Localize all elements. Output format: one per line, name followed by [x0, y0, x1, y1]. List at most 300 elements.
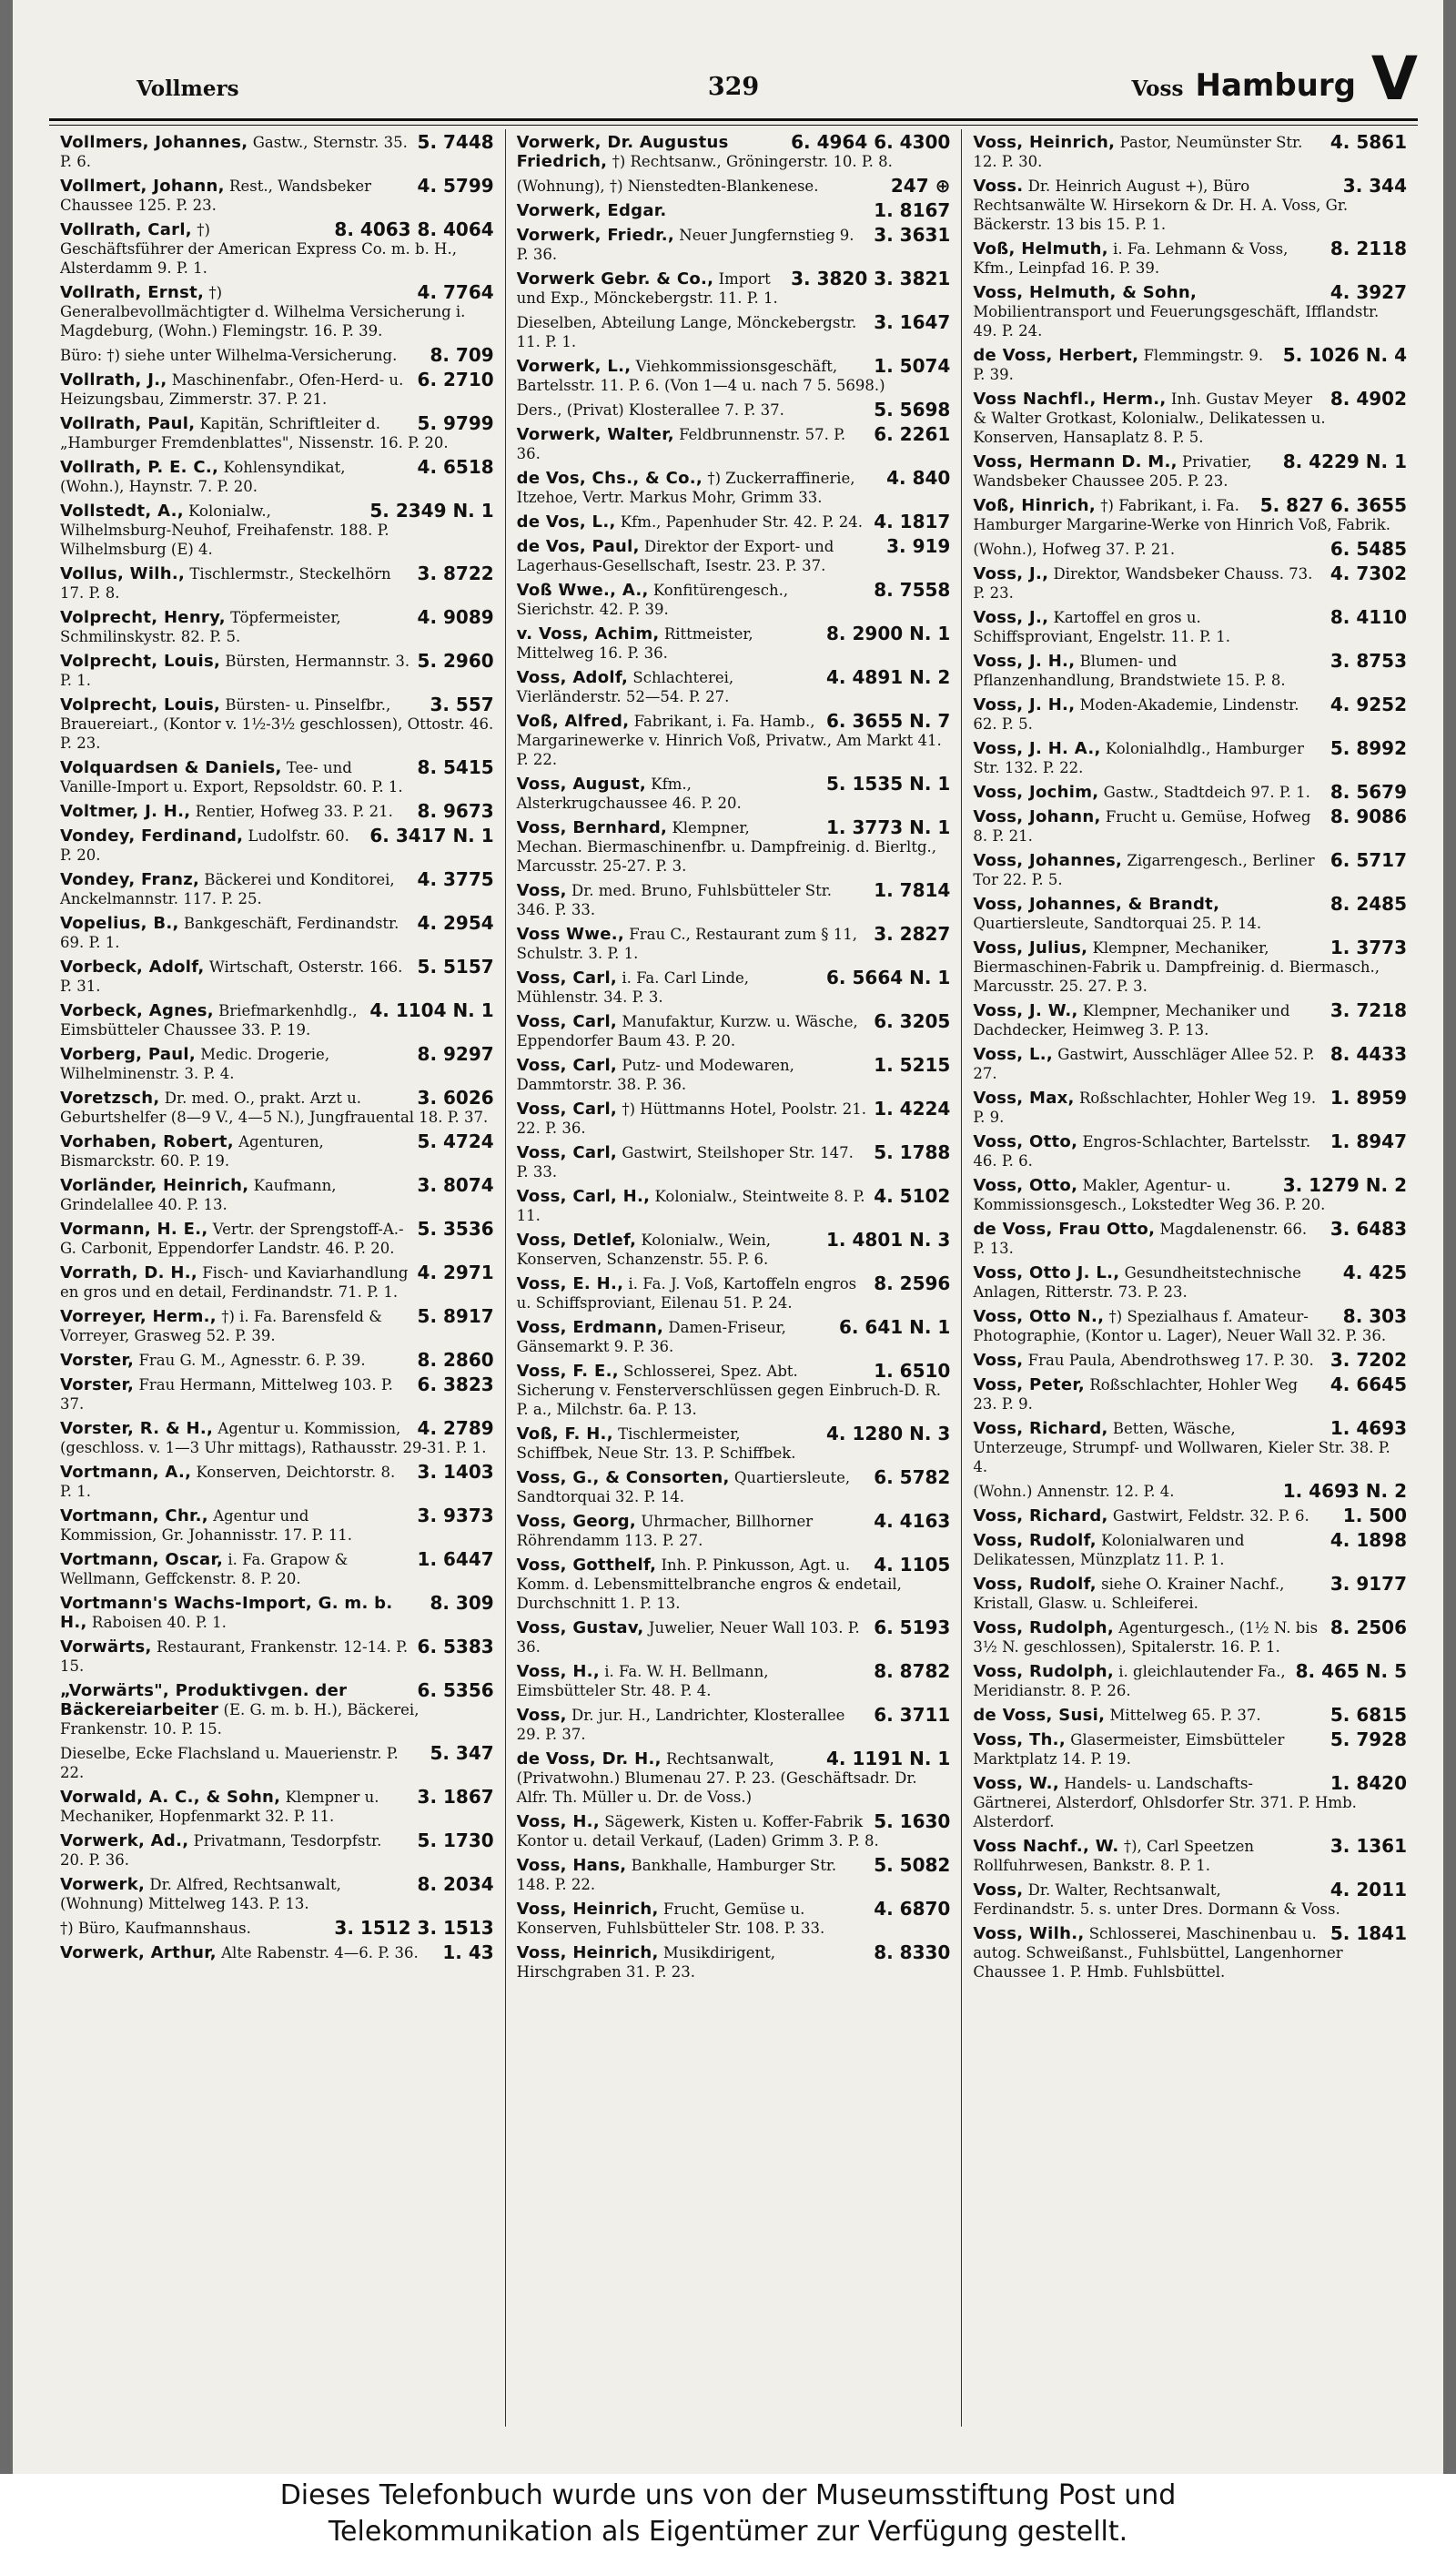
entry-details: Kohlensyndikat, (Wohn.), Haynstr. 7. P. 20. — [60, 459, 346, 495]
phone-number: 1. 3773 — [1330, 937, 1408, 958]
directory-entry — [517, 1362, 951, 1419]
entry-name: Voss, Carl, — [516, 1012, 618, 1031]
phone-number: 6. 5782 — [874, 1466, 951, 1488]
phone-number: 4. 3927 — [1330, 281, 1408, 303]
directory-entry — [517, 712, 951, 769]
directory-entry — [973, 1774, 1407, 1831]
entry-name: Vorwerk, L., — [516, 357, 632, 376]
entry-details: Damen-Friseur, Gänsemarkt 9. P. 36. — [516, 1319, 786, 1355]
phone-number: 8. 9086 — [1330, 806, 1408, 827]
directory-entry — [973, 851, 1407, 889]
directory-entry — [60, 1463, 494, 1501]
entry-name: Vollrath, J., — [60, 370, 167, 390]
entry-name: de Voss, Frau Otto, — [973, 1220, 1156, 1239]
directory-entry — [973, 807, 1407, 846]
directory-entry — [973, 390, 1407, 447]
phone-number: 5. 1841 — [1330, 1922, 1408, 1944]
entry-details: i. Fa. Carl Linde, Mühlenstr. 34. P. 3. — [516, 969, 750, 1006]
phone-number: 247 ⊕ — [890, 175, 951, 197]
entry-details: †) i. Fa. Barensfeld & Vorreyer, Grasweg 52. P. 39. — [60, 1308, 382, 1344]
entry-details: Blumen- und Pflanzenhandlung, Brandstwiete 15. P. 8. — [973, 653, 1286, 689]
entry-name: Voss, F. E., — [516, 1362, 619, 1381]
phone-number: 8. 2034 — [417, 1873, 494, 1895]
phone-number: 4. 4163 — [874, 1510, 951, 1532]
directory-entry — [60, 1351, 494, 1370]
directory-entry — [60, 1594, 494, 1632]
entry-details: Bürsten- u. Pinselfbr., Brauereiart., (Kontor v. 1½-3½ geschlossen), Ottostr. 46. P. 23. — [60, 696, 494, 752]
entry-name: Vondey, Ferdinand, — [60, 826, 244, 846]
entry-name: Voss, Bernhard, — [516, 818, 668, 837]
directory-entry — [973, 1132, 1407, 1171]
directory-entry — [973, 1531, 1407, 1569]
entry-details: Kapitän, Schriftleiter d. „Hamburger Fremdenblattes", Nissenstr. 16. P. 20. — [60, 415, 449, 451]
directory-entry — [60, 1831, 494, 1870]
entry-name: Voss, Johann, — [973, 807, 1101, 826]
directory-entry — [973, 1706, 1407, 1725]
entry-name: Vollrath, Carl, — [60, 220, 192, 239]
phone-number: 8. 4063 8. 4064 — [334, 218, 494, 240]
directory-entry — [973, 346, 1407, 384]
phone-number: 8. 9673 — [417, 800, 494, 822]
entry-name: Vortmann, Chr., — [60, 1506, 208, 1525]
entry-details: i. gleichlautender Fa., Meridianstr. 8. P. 26. — [973, 1663, 1286, 1699]
directory-entry — [60, 370, 494, 409]
directory-entry — [517, 1943, 951, 1981]
phone-number: 8. 2118 — [1330, 238, 1408, 259]
entry-details: Pastor, Neumünster Str. 12. P. 30. — [973, 134, 1303, 170]
entry-name: Voss, Otto J. L., — [973, 1263, 1120, 1282]
entry-details: Direktor, Wandsbeker Chauss. 73. P. 23. — [973, 565, 1313, 602]
header-rule-thin — [49, 125, 1418, 126]
directory-entry — [60, 1419, 494, 1457]
phone-number: 4. 840 — [886, 467, 951, 489]
phone-number: 3. 1647 — [874, 311, 951, 333]
directory-entry — [973, 783, 1407, 802]
directory-entry — [60, 1744, 494, 1782]
directory-entry — [517, 177, 951, 196]
entry-details: i. Fa. W. H. Bellmann, Eimsbütteler Str. 48. P. 4. — [516, 1663, 769, 1699]
directory-entry — [60, 608, 494, 646]
entry-details: Kolonialhdlg., Hamburger Str. 132. P. 22. — [973, 740, 1304, 776]
entry-name: Voß, Helmuth, — [973, 239, 1108, 258]
phone-number: 4. 425 — [1342, 1262, 1408, 1283]
phone-number: 3. 557 — [430, 694, 494, 715]
entry-details: Kolonialw., Wilhelmsburg-Neuhof, Freihafenstr. 188. P. Wilhelmsburg (E) 4. — [60, 502, 389, 558]
entry-name: Vorster, R. & H., — [60, 1419, 214, 1438]
phone-number: 6. 4964 6. 4300 — [791, 131, 951, 153]
phone-number: 3. 3820 3. 3821 — [791, 268, 951, 289]
entry-name: Voss. — [973, 177, 1024, 196]
phone-number: 8. 709 — [430, 344, 494, 366]
directory-entry — [517, 1512, 951, 1550]
entry-details: Klempner u. Mechaniker, Hopfenmarkt 32. P. 11. — [60, 1789, 379, 1825]
directory-entry — [60, 414, 494, 452]
entry-details: Gesundheitstechnische Anlagen, Ritterstr. 73. P. 23. — [973, 1264, 1301, 1301]
phone-number: 4. 2971 — [417, 1262, 494, 1283]
phone-number: 4. 1817 — [874, 511, 951, 532]
phone-number: 5. 5698 — [874, 399, 951, 421]
directory-entry — [517, 357, 951, 395]
directory-entry — [973, 895, 1407, 933]
entry-details: Makler, Agentur- u. Kommissionsgesch., Lokstedter Weg 36. P. 20. — [973, 1177, 1326, 1213]
directory-entry — [60, 695, 494, 753]
header-first-entry: Vollmers — [136, 76, 239, 101]
phone-number: 1. 5215 — [874, 1054, 951, 1076]
phone-number: 1. 8420 — [1330, 1772, 1408, 1794]
entry-name: Voss, Adolf, — [516, 668, 629, 687]
directory-entry — [60, 958, 494, 996]
header-rule-thick — [49, 118, 1418, 121]
entry-details: Kolonialw., Wein, Konserven, Schanzenstr. 55. P. 6. — [516, 1231, 771, 1268]
entry-name: Vollmert, Johann, — [60, 177, 225, 196]
phone-number: 3. 919 — [886, 535, 951, 557]
phone-number: 6. 3205 — [874, 1010, 951, 1032]
directory-entry — [60, 564, 494, 603]
entry-details: Glasermeister, Eimsbütteler Marktplatz 14. P. 19. — [973, 1731, 1285, 1768]
directory-entry — [973, 739, 1407, 777]
entry-name: Voss, Hans, — [516, 1856, 627, 1875]
phone-number: 3. 7202 — [1330, 1349, 1408, 1371]
phone-number: 4. 9089 — [417, 606, 494, 628]
entry-name: Vorster, — [60, 1351, 135, 1370]
entry-details: Agentur und Kommission, Gr. Johannisstr. 17. P. 11. — [60, 1507, 353, 1544]
entry-name: Voss, Otto N., — [973, 1307, 1105, 1326]
entry-name: Vondey, Franz, — [60, 870, 200, 889]
directory-entry — [973, 608, 1407, 646]
entry-details: Tee- und Vanille-Import u. Export, Repsoldstr. 60. P. 1. — [60, 759, 403, 796]
phone-number: 5. 1535 N. 1 — [826, 773, 951, 795]
entry-details: Frucht, Gemüse u. Konserven, Fuhlsbütteler Str. 108. P. 33. — [516, 1900, 825, 1937]
phone-number: 4. 7764 — [417, 281, 494, 303]
phone-number: 6. 2261 — [874, 423, 951, 445]
entry-name: Voss, J., — [973, 564, 1049, 583]
phone-number: 1. 5074 — [874, 355, 951, 377]
header-last-entry — [1131, 67, 1356, 104]
entry-details: †) Geschäftsführer der American Express Co. m. b. H., Alsterdamm 9. P. 1. — [60, 221, 457, 277]
entry-details: Gastwirt, Feldstr. 32. P. 6. — [1112, 1507, 1309, 1525]
phone-number: 4. 2789 — [417, 1417, 494, 1439]
directory-entry — [60, 1176, 494, 1214]
directory-entry — [517, 313, 951, 351]
directory-entry — [973, 1924, 1407, 1981]
entry-name: Voss, Georg, — [516, 1512, 637, 1531]
directory-entry — [973, 1263, 1407, 1302]
entry-details: Briefmarkenhdlg., Eimsbütteler Chaussee 33. P. 19. — [60, 1002, 358, 1039]
directory-entry — [60, 1045, 494, 1083]
directory-entry — [973, 540, 1407, 559]
phone-number: 8. 5679 — [1330, 781, 1408, 803]
entry-name: Voss, Otto, — [973, 1132, 1078, 1151]
directory-columns — [49, 129, 1418, 2427]
entry-details: Restaurant, Frankenstr. 12-14. P. 15. — [60, 1638, 409, 1675]
entry-details: Mittelweg 65. P. 37. — [1109, 1707, 1261, 1724]
entry-details: Bäckerei und Konditorei, Anckelmannstr. 117. P. 25. — [60, 871, 395, 907]
phone-number: 8. 7558 — [874, 579, 951, 601]
entry-details: Manufaktur, Kurzw. u. Wäsche, Eppendorfer Baum 43. P. 20. — [516, 1013, 858, 1049]
phone-number: 5. 5082 — [874, 1854, 951, 1876]
directory-entry — [517, 818, 951, 876]
entry-name: Voß, Hinrich, — [973, 496, 1097, 515]
entry-name: de Voss, Susi, — [973, 1706, 1106, 1725]
directory-entry — [973, 496, 1407, 534]
phone-number: 8. 4902 — [1330, 388, 1408, 410]
entry-name: Vorster, — [60, 1375, 135, 1394]
directory-entry — [60, 1550, 494, 1588]
directory-entry — [60, 1375, 494, 1414]
entry-details: Medic. Drogerie, Wilhelminenstr. 3. P. 4. — [60, 1046, 330, 1082]
entry-details: Maschinenfabr., Ofen-Herd- u. Heizungsbau, Zimmerstr. 37. P. 21. — [60, 371, 404, 408]
entry-name: Voss, E. H., — [516, 1274, 624, 1293]
phone-number: 6. 5664 N. 1 — [826, 967, 951, 988]
directory-entry — [517, 269, 951, 308]
phone-number: 4. 7302 — [1330, 562, 1408, 584]
entry-details: Frau Hermann, Mittelweg 103. P. 37. — [60, 1376, 393, 1413]
entry-details: Uhrmacher, Billhorner Röhrendamm 113. P. 27. — [516, 1513, 814, 1549]
phone-number: 5. 8992 — [1330, 737, 1408, 759]
directory-entry — [60, 652, 494, 690]
directory-entry — [973, 1482, 1407, 1501]
entry-name: Voss, Erdmann, — [516, 1318, 664, 1337]
phone-number: 3. 2827 — [874, 923, 951, 945]
phone-number: 4. 3775 — [417, 868, 494, 890]
entry-details: Roßschlachter, Hohler Weg 19. P. 9. — [973, 1090, 1317, 1126]
entry-name: Vorwerk, Arthur, — [60, 1943, 217, 1962]
entry-details: Bankgeschäft, Ferdinandstr. 69. P. 1. — [60, 915, 399, 951]
entry-name: Voss, — [516, 881, 567, 900]
entry-details: Konserven, Deichtorstr. 8. P. 1. — [60, 1464, 396, 1500]
entry-name: Vorhaben, Robert, — [60, 1132, 234, 1151]
phone-number: 8. 5415 — [417, 756, 494, 778]
entry-name: Voss, Gustav, — [516, 1618, 644, 1637]
phone-number: 8. 4229 N. 1 — [1282, 451, 1408, 472]
entry-details: Raboisen 40. P. 1. — [91, 1614, 227, 1631]
directory-entry — [973, 452, 1407, 491]
entry-name: Voss, Carl, H., — [516, 1187, 651, 1206]
entry-details: Kaufmann, Grindelallee 40. P. 13. — [60, 1177, 337, 1213]
entry-details: Direktor der Export- und Lagerhaus-Gesellschaft, Isestr. 23. P. 37. — [516, 538, 834, 574]
entry-name: Voss, Heinrich, — [516, 1900, 659, 1919]
footer-line-2: Telekommunikation als Eigentümer zur Verfügung gestellt. — [328, 2516, 1128, 2548]
entry-details: Kolonialwaren und Delikatessen, Münzplatz 11. P. 1. — [973, 1532, 1245, 1568]
phone-number: 6. 5717 — [1330, 849, 1408, 871]
entry-details: Dr. Alfred, Rechtsanwalt, (Wohnung) Mittelweg 143. P. 13. — [60, 1876, 341, 1912]
entry-name: Vorberg, Paul, — [60, 1045, 197, 1064]
entry-details: (Wohn.), Hofweg 37. P. 21. — [973, 541, 1176, 558]
directory-entry — [60, 1263, 494, 1302]
phone-number: 6. 5193 — [874, 1617, 951, 1638]
directory-entry — [60, 1220, 494, 1258]
entry-name: Voss, Julius, — [973, 938, 1088, 958]
directory-entry — [60, 802, 494, 821]
phone-number: 1. 8947 — [1330, 1130, 1408, 1152]
phone-number: 5. 5157 — [417, 956, 494, 978]
phone-number: 8. 8782 — [874, 1660, 951, 1682]
entry-details: (Wohnung), †) Nienstedten-Blankenese. — [516, 177, 819, 195]
phone-number: 3. 7218 — [1330, 999, 1408, 1021]
phone-number: 1. 500 — [1342, 1505, 1408, 1526]
entry-details: Privatier, Wandsbeker Chaussee 205. P. 23. — [973, 453, 1252, 490]
directory-entry — [973, 1837, 1407, 1875]
directory-entry — [517, 668, 951, 706]
entry-name: Vorbeck, Agnes, — [60, 1001, 214, 1020]
phone-number: 3. 8722 — [417, 562, 494, 584]
entry-details: Agenturen, Bismarckstr. 60. P. 19. — [60, 1133, 324, 1170]
entry-details: Frau Paula, Abendrothsweg 17. P. 30. — [1027, 1352, 1314, 1369]
phone-number: 6. 641 N. 1 — [838, 1316, 951, 1338]
entry-details: Frau C., Restaurant zum § 11, Schulstr. 3. P. 1. — [516, 926, 858, 962]
entry-details: Viehkommissionsgeschäft, Bartelsstr. 11. P. 6. (Von 1—4 u. nach 7 5. 5698.) — [516, 358, 885, 394]
entry-name: Vollrath, Ernst, — [60, 283, 205, 302]
entry-details: Rechtsanwalt, (Privatwohn.) Blumenau 27. P. 23. (Geschäftsadr. Dr. Alfr. Th. Müller u. Dr. de Voss.) — [516, 1750, 917, 1806]
entry-details: Betten, Wäsche, Unterzeuge, Strumpf- und Wollwaren, Kieler Str. 38. P. 4. — [973, 1420, 1390, 1475]
entry-details: Töpfermeister, Schmilinskystr. 82. P. 5. — [60, 609, 341, 645]
entry-name: Voss Nachfl., Herm., — [973, 390, 1167, 409]
entry-details: Dr. jur. H., Landrichter, Klosterallee 29. P. 37. — [516, 1707, 845, 1743]
directory-entry — [60, 220, 494, 278]
directory-entry — [517, 537, 951, 575]
phone-number: 1. 8959 — [1330, 1087, 1408, 1109]
phone-number: 6. 3655 N. 7 — [826, 710, 951, 732]
entry-details: Quartiersleute, Sandtorquai 32. P. 14. — [516, 1469, 851, 1505]
directory-entry — [60, 826, 494, 865]
entry-name: Voss, Gotthelf, — [516, 1556, 657, 1575]
directory-entry — [517, 1749, 951, 1807]
entry-name: Voss, J. H., — [973, 652, 1076, 671]
phone-number: 3. 9373 — [417, 1505, 494, 1526]
entry-name: Voss, Rudolph, — [973, 1662, 1115, 1681]
entry-details: Schlosserei, Maschinenbau u. autog. Schweißanst., Fuhlsbüttel, Langenhorner Chaussee 1. P. Hmb. Fuhlsbüttel. — [973, 1925, 1343, 1981]
directory-entry — [517, 1318, 951, 1356]
directory-entry — [517, 1187, 951, 1225]
directory-entry — [973, 1089, 1407, 1127]
entry-name: Voltmer, J. H., — [60, 802, 191, 821]
entry-details: Rittmeister, Mittelweg 16. P. 36. — [516, 625, 753, 662]
entry-details: Alte Rabenstr. 4—6. P. 36. — [221, 1944, 419, 1961]
entry-name: Voss, Hermann D. M., — [973, 452, 1178, 471]
entry-name: Voss, Johannes, — [973, 851, 1123, 870]
entry-details: Inh. Gustav Meyer & Walter Grotkast, Kolonialw., Delikatessen u. Konserven, Hansaplatz 8. P. 5. — [973, 390, 1326, 446]
entry-details: Kfm., Alsterkrugchaussee 46. P. 20. — [516, 775, 742, 812]
phone-number: 1. 7814 — [874, 879, 951, 901]
entry-details: Fabrikant, i. Fa. Hamb., Margarinewerke v. Hinrich Voß, Privatw., Am Markt 41. P. 22. — [516, 713, 942, 768]
phone-number: 6. 3823 — [417, 1373, 494, 1395]
directory-entry — [60, 914, 494, 952]
phone-number: 5. 1788 — [874, 1141, 951, 1163]
entry-details: Dr. med. Bruno, Fuhlsbütteler Str. 346. P. 33. — [516, 882, 833, 918]
column-right — [961, 129, 1418, 2427]
directory-entry — [517, 624, 951, 663]
phone-number: 6. 5485 — [1330, 538, 1408, 560]
phone-number: 8. 2506 — [1330, 1617, 1408, 1638]
phone-number: 4. 9252 — [1330, 694, 1408, 715]
directory-entry — [60, 1637, 494, 1676]
entry-name: Vortmann, Oscar, — [60, 1550, 224, 1569]
phone-number: 8. 309 — [430, 1592, 494, 1614]
entry-name: Voss, J., — [973, 608, 1049, 627]
entry-name: Voß Wwe., A., — [516, 581, 649, 600]
entry-details: Agentur u. Kommission, (geschloss. v. 1—3 Uhr mittags), Rathausstr. 29-31. P. 1. — [60, 1420, 487, 1456]
directory-entry — [60, 870, 494, 908]
entry-details: Neuer Jungfernstieg 9. P. 36. — [516, 227, 854, 263]
entry-name: Vorwerk, Friedr., — [516, 226, 675, 245]
entry-name: Voss, — [973, 1351, 1024, 1370]
entry-name: Vorwerk, Walter, — [516, 425, 674, 444]
entry-name: Voss, J. H., — [973, 695, 1076, 715]
header-last-name: Voss — [1131, 76, 1184, 101]
entry-name: Vollus, Wilh., — [60, 564, 186, 583]
entry-details: Bankhalle, Hamburger Str. 148. P. 22. — [516, 1857, 837, 1893]
phone-number: 6. 5383 — [417, 1636, 494, 1657]
page-header — [49, 44, 1418, 120]
entry-name: Vollrath, Paul, — [60, 414, 196, 433]
entry-name: Voss, Rudolph, — [973, 1618, 1115, 1637]
entry-name: Volprecht, Louis, — [60, 695, 221, 715]
phone-number: 3. 8074 — [417, 1174, 494, 1196]
entry-name: Vortmann, A., — [60, 1463, 192, 1482]
entry-details: i. Fa. Grapow & Wellmann, Geffckenstr. 8. P. 20. — [60, 1551, 349, 1587]
entry-name: de Voss, Dr. H., — [516, 1749, 662, 1769]
phone-number: 3. 1361 — [1330, 1835, 1408, 1857]
directory-entry — [517, 425, 951, 463]
entry-details: Magdalenenstr. 66. P. 13. — [973, 1221, 1308, 1257]
entry-name: Voss, — [973, 1880, 1024, 1900]
phone-number: 4. 2954 — [417, 912, 494, 934]
phone-number: 6. 2710 — [417, 369, 494, 390]
entry-details: Tischlermeister, Schiffbek, Neue Str. 13. P. Schiffbek. — [516, 1425, 796, 1462]
entry-name: Voss, Richard, — [973, 1506, 1108, 1525]
phone-number: 5. 7448 — [417, 131, 494, 153]
directory-entry — [517, 1100, 951, 1138]
entry-details: Schlosserei, Spez. Abt. Sicherung v. Fensterverschlüssen gegen Einbruch-D. R. P. a., Milchstr. 6a. P. 13. — [516, 1363, 941, 1418]
directory-entry — [973, 564, 1407, 603]
directory-entry — [517, 881, 951, 919]
directory-entry — [973, 1506, 1407, 1525]
entry-details: (Wohn.) Annenstr. 12. P. 4. — [973, 1483, 1175, 1500]
directory-entry — [517, 1424, 951, 1463]
entry-name: Voss, Rudolf, — [973, 1575, 1097, 1594]
entry-name: Voss, J. H. A., — [973, 739, 1101, 758]
phone-number: 5. 8917 — [417, 1305, 494, 1327]
directory-entry — [60, 177, 494, 215]
phone-number: 6. 3711 — [874, 1704, 951, 1726]
directory-entry — [973, 1176, 1407, 1214]
phone-number: 1. 43 — [442, 1941, 494, 1963]
entry-details: Kartoffel en gros u. Schiffsproviant, Engelstr. 11. P. 1. — [973, 609, 1230, 645]
phone-number: 3. 1512 3. 1513 — [334, 1917, 494, 1939]
phone-number: 5. 1730 — [417, 1829, 494, 1851]
phone-number: 1. 4693 — [1330, 1417, 1408, 1439]
entry-name: Voss, Rudolf, — [973, 1531, 1097, 1550]
entry-details: Quartiersleute, Sandtorquai 25. P. 14. — [973, 915, 1262, 932]
directory-entry — [517, 1662, 951, 1700]
entry-details: Frucht u. Gemüse, Hofweg 8. P. 21. — [973, 808, 1311, 845]
directory-entry — [517, 1812, 951, 1850]
entry-name: Voß, F. H., — [516, 1424, 613, 1444]
entry-name: Voretzsch, — [60, 1089, 160, 1108]
entry-name: Vormann, H. E., — [60, 1220, 208, 1239]
phone-number: 5. 2960 — [417, 650, 494, 672]
directory-entry — [517, 400, 951, 420]
entry-details: Dr. Heinrich August +), Büro Rechtsanwälte W. Hirsekorn & Dr. H. A. Voss, Gr. Bäckerstr. 13 bis 15. P. 1. — [973, 177, 1349, 233]
directory-entry — [517, 1900, 951, 1938]
footer-notice — [0, 2474, 1456, 2554]
entry-name: Voss, L., — [973, 1045, 1054, 1064]
directory-entry — [60, 1788, 494, 1826]
entry-name: Voss, Otto, — [973, 1176, 1078, 1195]
entry-name: Voss, Johannes, & Brandt, — [973, 895, 1220, 914]
phone-number: 4. 1191 N. 1 — [826, 1748, 951, 1769]
entry-name: Voss, Th., — [973, 1730, 1066, 1749]
